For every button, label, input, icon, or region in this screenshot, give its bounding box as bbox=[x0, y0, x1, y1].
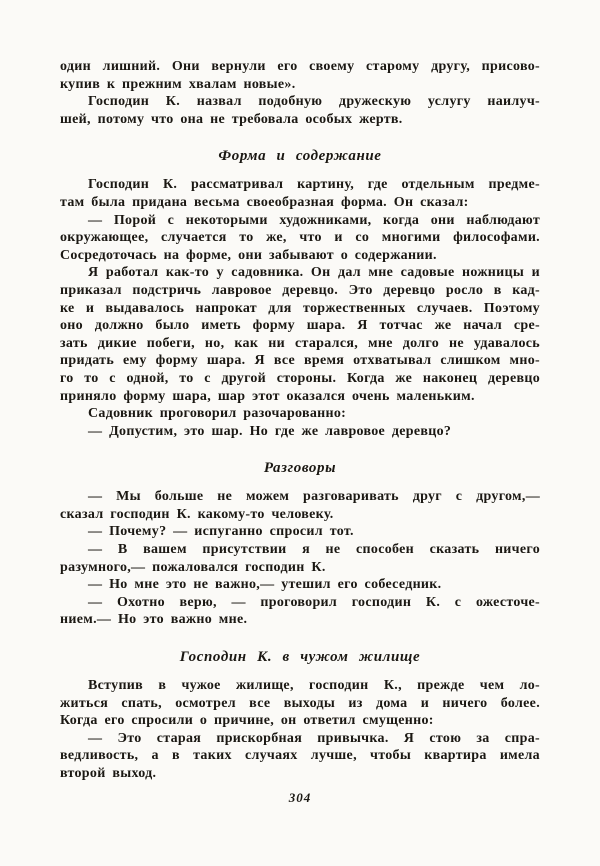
text-line: Садовник проговорил разочарованно: bbox=[88, 406, 347, 422]
text-blocks-container bbox=[60, 58, 540, 783]
text-line: Когда его спросили о причине, он ответил смущенно: bbox=[60, 713, 434, 729]
page-text-block bbox=[60, 58, 540, 807]
text-line: ведливость, а в таких случаях лучше, чтобы квартира имела bbox=[60, 748, 540, 764]
text-line: окружающее, случается то же, что и со многими философами. bbox=[60, 230, 540, 246]
text-line: один лишний. Они вернули его своему старому другу, присово- bbox=[60, 59, 540, 74]
text-line: нием.— Но это важно мне. bbox=[60, 612, 248, 628]
paragraph bbox=[60, 488, 540, 523]
paragraph bbox=[60, 93, 540, 128]
text-line: зать дикие побеги, но, как ни старался, мне долго не удавалось bbox=[60, 335, 540, 351]
text-line: — Но мне это не важно,— утешил его собеседник. bbox=[88, 577, 442, 593]
text-line: ке и выдавалось напрокат для торжественных случаев. Поэтому bbox=[60, 300, 540, 316]
paragraph bbox=[60, 677, 540, 730]
paragraph bbox=[60, 523, 540, 541]
section-heading: Разговоры bbox=[263, 460, 337, 477]
text-line: — Мы больше не можем разговаривать друг с другом,— bbox=[88, 489, 540, 505]
text-line: там была придана весьма своеобразная форма. Он сказал: bbox=[60, 194, 469, 210]
text-line: приняло форму шара, шар этот оказался очень маленьким. bbox=[60, 388, 475, 404]
text-line: купив к прежним хвалам новые». bbox=[60, 76, 296, 92]
text-line: Сосредоточась на форме, они забывают о содержании. bbox=[60, 247, 437, 263]
text-line: Господин К. рассматривал картину, где отдельным предме- bbox=[88, 177, 540, 193]
text-line: разумного,— пожаловался господин К. bbox=[60, 559, 326, 575]
text-line: — Это старая прискорбная привычка. Я стою за спра- bbox=[88, 730, 540, 746]
paragraph bbox=[60, 576, 540, 594]
text-line: второй выход. bbox=[60, 766, 157, 781]
paragraph bbox=[60, 58, 540, 93]
page-number: 304 bbox=[288, 789, 312, 805]
text-line: Господин К. назвал подобную дружескую услугу наилуч- bbox=[88, 94, 540, 110]
paragraph bbox=[60, 264, 540, 405]
text-line: — Охотно верю, — проговорил господин К. с ожесточе- bbox=[88, 594, 540, 610]
paragraph bbox=[60, 405, 540, 423]
text-line: Вступив в чужое жилище, господин К., прежде чем ло- bbox=[88, 678, 540, 694]
text-line: приказал подстричь лавровое деревцо. Это деревцо росло в кад- bbox=[60, 282, 540, 298]
text-line: — Допустим, это шар. Но где же лавровое деревцо? bbox=[88, 423, 452, 439]
section-heading: Форма и содержание bbox=[218, 148, 382, 165]
text-line: придать ему форму шара. Я все время отхватывал слишком мно- bbox=[60, 353, 540, 369]
paragraph bbox=[60, 541, 540, 576]
text-line: — Порой с некоторыми художниками, когда они наблюдают bbox=[88, 212, 540, 228]
text-line: Я работал как-то у садовника. Он дал мне садовые ножницы и bbox=[88, 265, 540, 281]
paragraph bbox=[60, 176, 540, 211]
text-line: — Почему? — испуганно спросил тот. bbox=[88, 524, 354, 540]
text-line: го то с одной, то с другой стороны. Когда же наконец деревцо bbox=[60, 370, 540, 386]
section-heading: Господин К. в чужом жилище bbox=[179, 649, 421, 666]
text-line: — В вашем присутствии я не способен сказать ничего bbox=[88, 542, 540, 558]
paragraph bbox=[60, 730, 540, 783]
text-line: сказал господин К. какому-то человеку. bbox=[60, 506, 334, 522]
text-line: оно должно было иметь форму шара. Я тотчас же начал сре- bbox=[60, 318, 540, 334]
paragraph bbox=[60, 594, 540, 629]
paragraph bbox=[60, 423, 540, 441]
text-line: шей, потому что она не требовала особых жертв. bbox=[60, 111, 403, 127]
paragraph bbox=[60, 212, 540, 265]
text-line: житься спать, осмотрел все выходы из дома и ничего более. bbox=[60, 695, 540, 711]
